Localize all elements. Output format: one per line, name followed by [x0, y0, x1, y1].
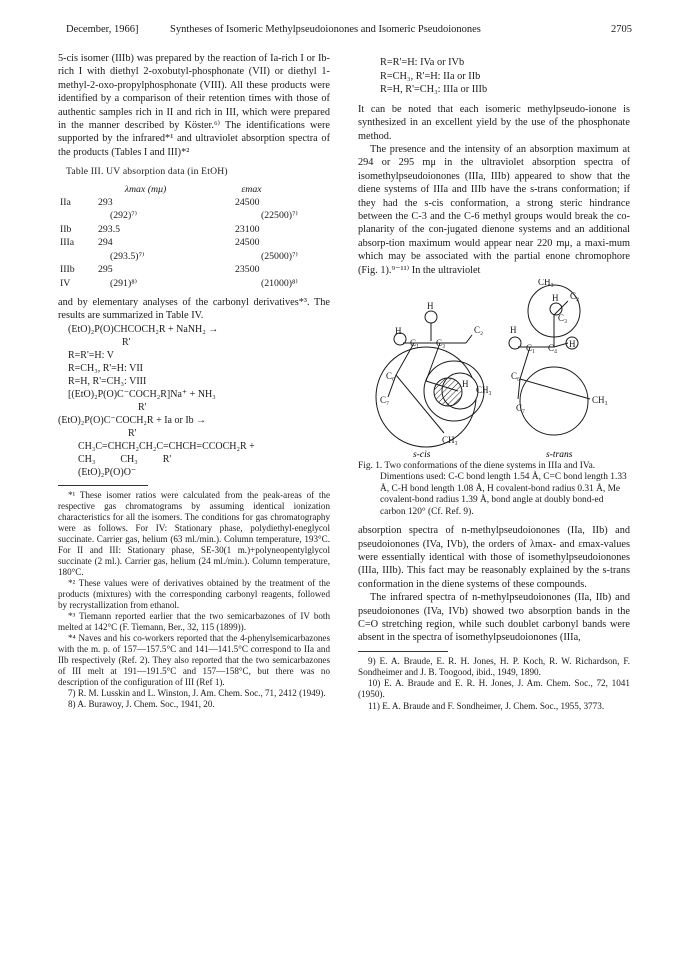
figure-caption [358, 461, 630, 518]
table-row: IIIa 294 24500 [60, 237, 260, 249]
reference: 8) A. Burawoy, J. Chem. Soc., 1941, 20. [68, 698, 215, 709]
svg-text:C₆: C₆ [511, 371, 521, 382]
scheme-line: R' [138, 401, 147, 413]
svg-text:CH₃: CH₃ [476, 385, 492, 396]
svg-text:H: H [427, 301, 434, 312]
svg-text:H: H [462, 379, 469, 390]
definition-line: R=CH₃, R'=H: IIa or IIb [380, 70, 481, 82]
svg-text:H: H [395, 326, 402, 337]
header-date: December, 1966] [66, 24, 139, 35]
footnote-rule [58, 485, 148, 486]
paragraph: It can be noted that each isomeric methylpseudo-ionone is synthesized in an excellent yield by the use of the phosphonate method. [358, 103, 630, 142]
definition-line: R=H, R'=CH₃: IIIa or IIIb [380, 84, 488, 96]
conformation-figure [358, 279, 630, 459]
s-cis-label: s-cis [413, 450, 431, 460]
svg-text:CH₃: CH₃ [538, 279, 554, 288]
scheme-line: R=CH₃, R'=H: VII [68, 362, 143, 374]
svg-text:C₃: C₃ [558, 313, 568, 324]
svg-text:CH₃: CH₃ [442, 435, 458, 446]
reference: 7) R. M. Lusskin and L. Winston, J. Am. Chem. Soc., 71, 2412 (1949). [68, 687, 326, 698]
svg-text:C₆: C₆ [386, 371, 396, 382]
definition-line: R=R'=H: IVa or IVb [380, 57, 465, 68]
table-row: IV (291)⁸⁾ (21000)⁸⁾ [60, 277, 298, 289]
reference-rule [358, 651, 448, 652]
after-table-paragraph: and by elementary analyses of the carbonyl derivatives*³. The results are summarized in Table IV. [58, 296, 330, 322]
table-header-row [58, 183, 308, 196]
figure-dimensions: Dimentions used: C-C bond length 1.54 Å, C=C bond length 1.33 Å, C-H bond length 1.08 Å, H covalent-bond radius 0.31 Å, Me covalent-bond radius 1.39 Å, bond angle at doubly bond-ed carbon 120° (Cf. Ref. 9). [380, 472, 627, 517]
col-epsilon: εmax [241, 183, 262, 195]
svg-text:C₇: C₇ [516, 403, 526, 414]
svg-text:C₂: C₂ [474, 325, 484, 336]
right-column [358, 52, 630, 712]
reference: 9) E. A. Braude, E. R. H. Jones, H. P. Koch, R. W. Richardson, F. Sondheimer and J. B. Toogood, ibid., 1949, 1890. [358, 655, 630, 677]
reference: 10) E. A. Braude and E. R. H. Jones, J. Am. Chem. Soc., 72, 1041 (1950). [358, 678, 630, 700]
table-row: IIIb 295 23500 [60, 264, 260, 276]
scheme-line: R' [122, 336, 131, 348]
running-header [66, 24, 632, 40]
scheme-line: (EtO)₂P(O)C⁻COCH₂R + Ia or Ib → [58, 414, 207, 426]
table-row: (293.5)⁷⁾ (25000)⁷⁾ [110, 250, 298, 262]
paragraph: The infrared spectra of n-methylpseudoionones (IIa, IIb) and pseudoionones (IVa, IVb) showed two absorption bands in the C=O stretching region, while such doublet carbonyl bands were absent in the spectra of isomethylpseudoionones (IIIa, [358, 592, 630, 644]
figure-title: Fig. 1. Two conformations of the diene systems in IIIa and IVa. [358, 461, 596, 472]
scheme-line: R=R'=H: V [68, 349, 114, 361]
scheme-line: R' [128, 427, 137, 439]
footnote: *⁴ Naves and his co-workers reported that the 4-phenylsemicarbazones with the m. p. of 157—157.5°C and 141—141.5°C correspond to IIa and IIb respectively (Ref. 2). They also reported that the two semicarbazones of III melt at 191—191.5°C and 157—158°C, but there was no description of the configuration of III (Ref 1). [58, 632, 330, 687]
svg-text:C₁: C₁ [410, 338, 420, 349]
scheme-line: CH₃ CH₃ R' [78, 453, 172, 465]
table-row: IIb 293.5 23100 [60, 223, 260, 235]
reaction-scheme [58, 323, 330, 479]
svg-text:H: H [569, 339, 576, 350]
s-trans-label: s-trans [546, 450, 573, 460]
reference-list [358, 656, 630, 712]
left-column [58, 52, 330, 710]
footnote: *² These values were of derivatives obtained by the treatment of the products (mixtures) with the corresponding carbonyl reagents, followed by recrystallization from ethanol. [58, 577, 330, 610]
steric-overlap-shape [434, 378, 462, 406]
svg-text:C₃: C₃ [436, 338, 446, 349]
scheme-line: R=H, R'=CH₃: VIII [68, 375, 147, 387]
svg-text:CH₃: CH₃ [592, 395, 608, 406]
substituent-definitions [380, 56, 630, 97]
footnote: *³ Tiemann reported earlier that the two semicarbazones of IV both melted at 142°C (F. Tiemann, Ber., 32, 115 (1899)). [58, 610, 330, 632]
paragraph: The presence and the intensity of an absorption maximum at 294 or 295 mμ in the ultraviolet absorption spectra of isomethylpseudoionones (IIIa, IIIb) appeared to show that the diene systems of IIIa and IIIb have the s-trans conformation; if they had the s-cis conformation, a strong steric hindrance between the C-3 and the C-6 methyl groups would break the co-planarity of the con-jugated dienone systems and an additional absorp-tion maximum would appear near 220 mμ, a maxi-mum which may be associated with the partial enone chromophore (Fig. 1).⁹⁻¹¹⁾ In the ultraviolet [358, 144, 630, 276]
footnote: *¹ These isomer ratios were calculated from the peak-areas of the respective gas chromatograms by assuming identical ionization characteristics for all the isomers. The conditions for gas chromatography were as follows. For IV: Stationary phase, polydiethyl-eneglycol succinate. Carrier gas, helium (63 ml./min.). Column temperature, 193°C. For II and III: Stationary phase, SE-30(1 m.)+polyneopentylglycol succinate (2 ml.). Carrier gas, helium (24 ml./min.). Column temperature, 180°C. [58, 489, 330, 577]
svg-text:H: H [552, 293, 559, 304]
scheme-line: (EtO)₂P(O)O⁻ [78, 466, 137, 478]
svg-text:H: H [510, 325, 517, 336]
svg-text:C₇: C₇ [380, 395, 390, 406]
intro-paragraph: 5-cis isomer (IIIb) was prepared by the reaction of Ia-rich I or Ib-rich I with diethyl 2-oxobutyl-phosphonate (VII) or diethyl 1-methyl-2-oxo-propylphosphonate (VIII). All these products were identified by a comparison of their retention times with those of authentic samples rich in II and rich in III, which were prepared in the manner described by Köster.⁶⁾ The identifications were supported by the infrared*¹ and ultraviolet absorption spectra of the products (Tables I and III)*² [58, 53, 330, 158]
col-lambda: λmax (mμ) [124, 183, 167, 195]
uv-table [58, 183, 308, 290]
svg-text:C₄: C₄ [548, 343, 558, 354]
header-title: Syntheses of Isomeric Methylpseudoionones and Isomeric Pseudoionones [170, 24, 481, 35]
scheme-line: [(EtO)₂P(O)C⁻COCH₂R]Na⁺ + NH₃ [68, 388, 216, 400]
scheme-line: (EtO)₂P(O)CHCOCH₂R + NaNH₂ → [68, 323, 219, 335]
page-number: 2705 [611, 24, 632, 35]
table-row: IIa 293 24500 [60, 197, 260, 209]
scheme-line: CH₃C=CHCH₂CH₂C=CHCH=CCOCH₂R + [78, 440, 255, 452]
table-caption: Table III. UV absorption data (in EtOH) [66, 166, 228, 178]
reference: 11) E. A. Braude and F. Sondheimer, J. Chem. Soc., 1955, 3773. [368, 700, 605, 711]
table-row: (292)⁷⁾ (22500)⁷⁾ [110, 210, 298, 222]
svg-text:C₂: C₂ [570, 291, 580, 302]
svg-text:C₁: C₁ [526, 343, 536, 354]
paragraph: absorption spectra of n-methylpseudoionones (IIa, IIb) and pseudoionones (IVa, IVb), the orders of λmax- and εmax-values were essentially identical with those of isomethylpseudoionones (IIIa, IIIb). This fact may be reasonably explained by the s-trans conformation in the diene systems of these compounds. [358, 525, 630, 590]
